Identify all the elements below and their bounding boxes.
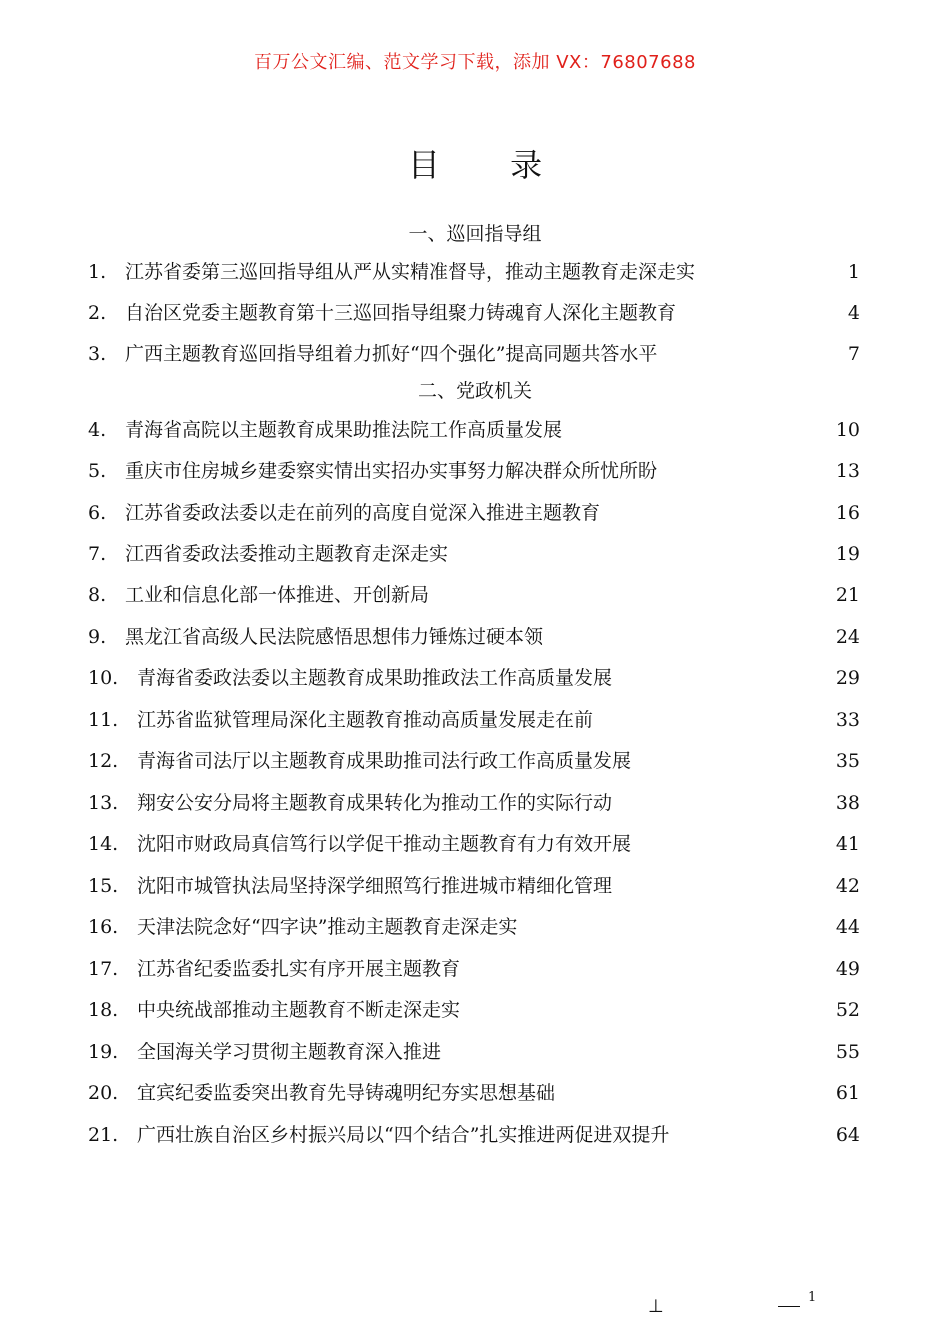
toc-title: 自治区党委主题教育第十三巡回指导组聚力铸魂育人深化主题教育 xyxy=(125,302,677,324)
toc-title: 黑龙江省高级人民法院感悟思想伟力锤炼过硬本领 xyxy=(125,626,544,648)
toc-page: 16 xyxy=(835,502,860,524)
toc-number: 2. xyxy=(88,302,107,324)
toc-number: 11. xyxy=(88,709,119,731)
toc-title: 翔安公安分局将主题教育成果转化为推动工作的实际行动 xyxy=(137,792,613,814)
toc-page: 19 xyxy=(835,543,860,565)
toc-entry[interactable] xyxy=(88,257,860,287)
toc-entry[interactable] xyxy=(88,995,860,1025)
toc-number: 12. xyxy=(88,750,119,772)
toc-page: 13 xyxy=(835,460,860,482)
toc-entry[interactable] xyxy=(88,456,860,486)
toc-number: 20. xyxy=(88,1082,119,1104)
toc-entry[interactable] xyxy=(88,871,860,901)
toc-page: 24 xyxy=(835,626,860,648)
toc-page: 49 xyxy=(835,958,860,980)
toc-number: 13. xyxy=(88,792,119,814)
toc-page: 10 xyxy=(835,419,860,441)
toc-entry[interactable] xyxy=(88,498,860,528)
toc-title: 天津法院念好“四字诀”推动主题教育走深走实 xyxy=(137,916,518,938)
toc-entry[interactable] xyxy=(88,622,860,652)
toc-title: 江苏省纪委监委扎实有序开展主题教育 xyxy=(137,958,461,980)
toc-page: 55 xyxy=(835,1041,860,1063)
toc-page: 44 xyxy=(835,916,860,938)
toc-number: 4. xyxy=(88,419,107,441)
toc-number: 1. xyxy=(88,261,107,283)
section-heading-1: 一、巡回指导组 xyxy=(408,223,542,245)
toc-entry[interactable] xyxy=(88,663,860,693)
toc-number: 10. xyxy=(88,667,119,689)
toc-title: 江苏省委政法委以走在前列的高度自觉深入推进主题教育 xyxy=(125,502,601,524)
toc-page: 7 xyxy=(847,343,860,365)
toc-page: 61 xyxy=(835,1082,860,1104)
toc-page: 52 xyxy=(835,999,860,1021)
toc-page: 64 xyxy=(835,1124,860,1146)
toc-entry[interactable] xyxy=(88,912,860,942)
toc-title: 江苏省监狱管理局深化主题教育推动高质量发展走在前 xyxy=(137,709,594,731)
toc-page: 4 xyxy=(847,302,860,324)
toc-title: 江西省委政法委推动主题教育走深走实 xyxy=(125,543,449,565)
toc-title: 广西主题教育巡回指导组着力抓好“四个强化”提高同题共答水平 xyxy=(125,343,658,365)
toc-entry[interactable] xyxy=(88,339,860,369)
toc-page: 21 xyxy=(835,584,860,606)
toc-number: 8. xyxy=(88,584,107,606)
toc-number: 6. xyxy=(88,502,107,524)
page-title: 目 录 xyxy=(407,146,573,184)
toc-number: 21. xyxy=(88,1124,119,1146)
toc-number: 7. xyxy=(88,543,107,565)
section-heading-2: 二、党政机关 xyxy=(417,380,532,402)
toc-page: 42 xyxy=(835,875,860,897)
toc-entry[interactable] xyxy=(88,829,860,859)
toc-entry[interactable] xyxy=(88,705,860,735)
toc-title: 青海省司法厅以主题教育成果助推司法行政工作高质量发展 xyxy=(137,750,632,772)
toc-entry[interactable] xyxy=(88,746,860,776)
toc-title: 沈阳市财政局真信笃行以学促干推动主题教育有力有效开展 xyxy=(137,833,632,855)
toc-number: 17. xyxy=(88,958,119,980)
footer-dash xyxy=(778,1306,800,1307)
toc-title: 工业和信息化部一体推进、开创新局 xyxy=(125,584,430,606)
toc-entry[interactable] xyxy=(88,954,860,984)
toc-page: 38 xyxy=(835,792,860,814)
toc-title: 重庆市住房城乡建委察实情出实招办实事努力解决群众所忧所盼 xyxy=(125,460,658,482)
toc-number: 9. xyxy=(88,626,107,648)
toc-entry[interactable] xyxy=(88,580,860,610)
toc-page: 41 xyxy=(835,833,860,855)
footer-page-number: 1 xyxy=(808,1290,817,1305)
toc-number: 3. xyxy=(88,343,107,365)
toc-entry[interactable] xyxy=(88,415,860,445)
toc-title: 全国海关学习贯彻主题教育深入推进 xyxy=(137,1041,442,1063)
toc-title: 沈阳市城管执法局坚持深学细照笃行推进城市精细化管理 xyxy=(137,875,613,897)
toc-title: 宜宾纪委监委突出教育先导铸魂明纪夯实思想基础 xyxy=(137,1082,556,1104)
toc-title: 江苏省委第三巡回指导组从严从实精准督导，推动主题教育走深走实 xyxy=(125,261,696,283)
toc-entry[interactable] xyxy=(88,1120,860,1150)
toc-page: 35 xyxy=(835,750,860,772)
footer-mark: ⊥ xyxy=(648,1296,664,1317)
toc-title: 青海省委政法委以主题教育成果助推政法工作高质量发展 xyxy=(137,667,613,689)
toc-number: 18. xyxy=(88,999,119,1021)
toc-page: 33 xyxy=(835,709,860,731)
toc-page: 1 xyxy=(847,261,860,283)
toc-page: 29 xyxy=(835,667,860,689)
toc-entry[interactable] xyxy=(88,1078,860,1108)
toc-number: 19. xyxy=(88,1041,119,1063)
toc-number: 16. xyxy=(88,916,119,938)
toc-title: 中央统战部推动主题教育不断走深走实 xyxy=(137,999,461,1021)
toc-entry[interactable] xyxy=(88,788,860,818)
toc-title: 广西壮族自治区乡村振兴局以“四个结合”扎实推进两促进双提升 xyxy=(137,1124,670,1146)
toc-entry[interactable] xyxy=(88,539,860,569)
toc-entry[interactable] xyxy=(88,1037,860,1067)
toc-entry[interactable] xyxy=(88,298,860,328)
toc-number: 14. xyxy=(88,833,119,855)
toc-number: 5. xyxy=(88,460,107,482)
header-banner: 百万公文汇编、范文学习下载，添加 VX：76807688 xyxy=(254,52,696,73)
toc-number: 15. xyxy=(88,875,119,897)
toc-title: 青海省高院以主题教育成果助推法院工作高质量发展 xyxy=(125,419,563,441)
